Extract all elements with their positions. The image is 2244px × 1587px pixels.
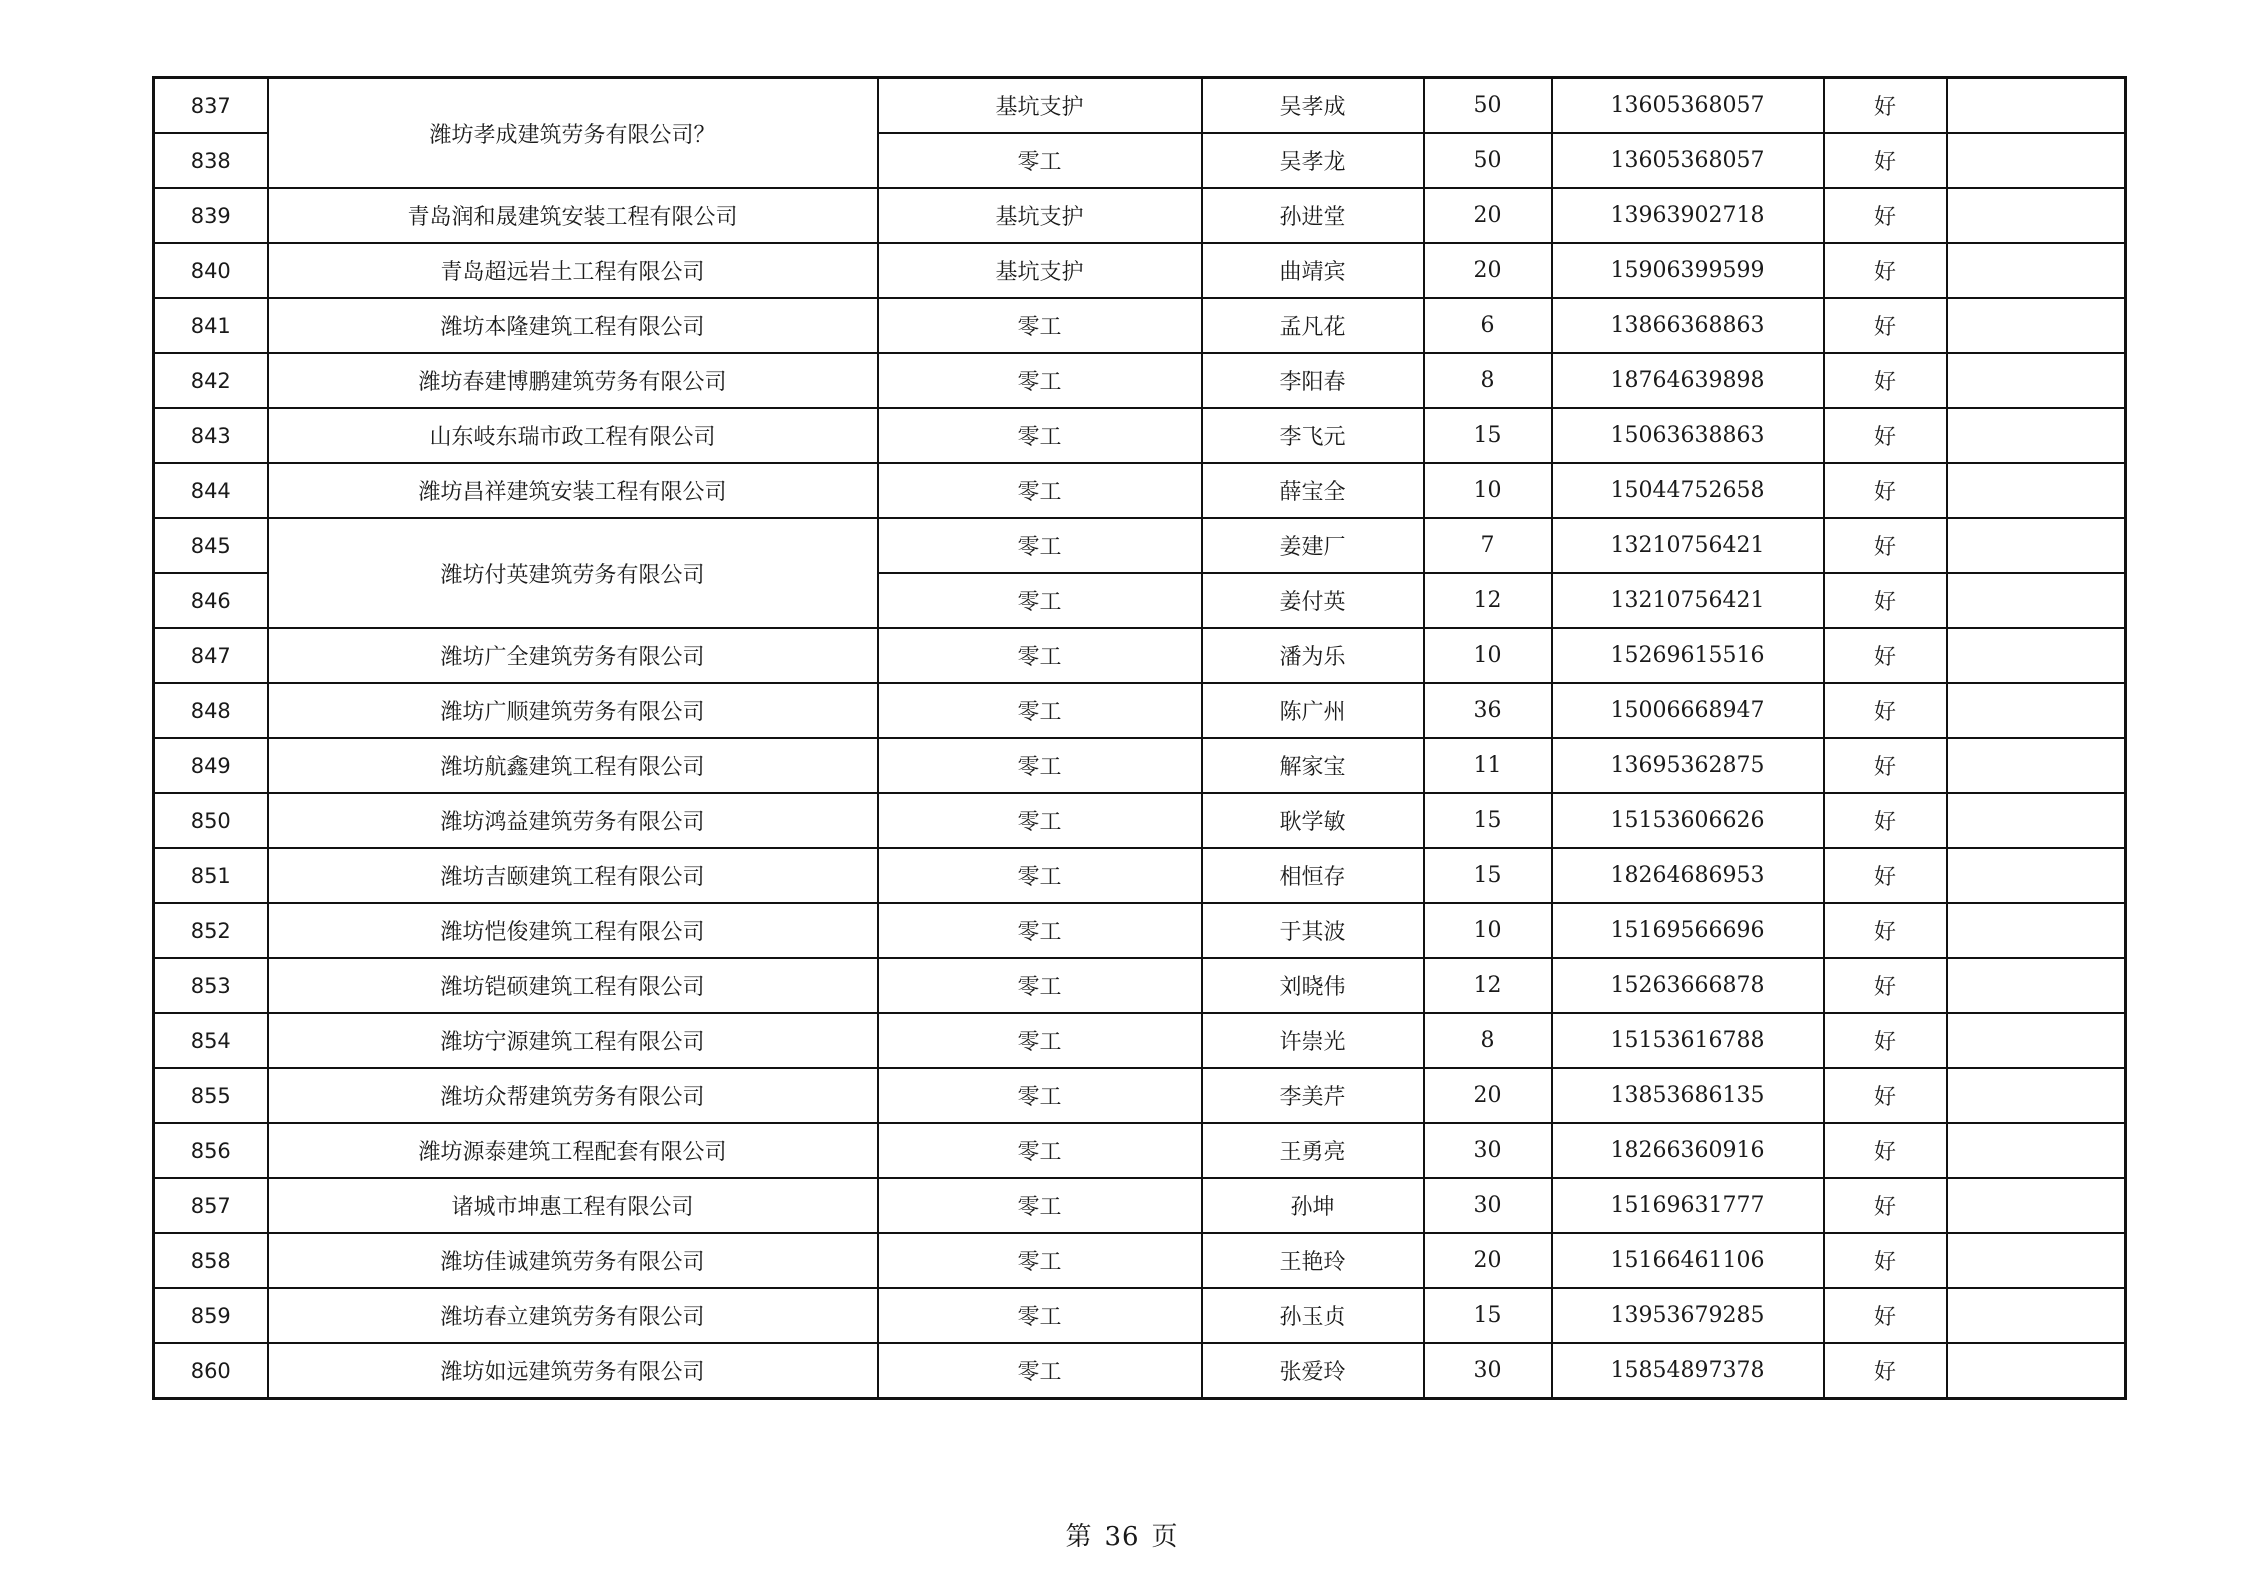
- remark-cell: [1947, 848, 2126, 903]
- row-number-cell: 849: [154, 738, 268, 793]
- table-row: [154, 463, 2126, 518]
- company-name-cell: 潍坊昌祥建筑安装工程有限公司: [268, 463, 878, 518]
- company-name-cell: 潍坊春建博鹏建筑劳务有限公司: [268, 353, 878, 408]
- work-type-cell: 零工: [878, 903, 1202, 958]
- worker-count-cell: 20: [1424, 243, 1552, 298]
- worker-count-cell: 12: [1424, 958, 1552, 1013]
- worker-count-cell: 6: [1424, 298, 1552, 353]
- row-number-cell: 851: [154, 848, 268, 903]
- company-name-cell: 潍坊春立建筑劳务有限公司: [268, 1288, 878, 1343]
- contact-person-cell: 孙玉贞: [1202, 1288, 1424, 1343]
- contact-person-cell: 潘为乐: [1202, 628, 1424, 683]
- row-number-cell: 838: [154, 133, 268, 188]
- phone-number-cell: 13210756421: [1552, 518, 1824, 573]
- table-row: [154, 1233, 2126, 1288]
- table-row: [154, 683, 2126, 738]
- work-type-cell: 零工: [878, 1233, 1202, 1288]
- rating-cell: 好: [1824, 1343, 1947, 1399]
- worker-count-cell: 15: [1424, 848, 1552, 903]
- remark-cell: [1947, 1068, 2126, 1123]
- contact-person-cell: 王艳玲: [1202, 1233, 1424, 1288]
- phone-number-cell: 15169566696: [1552, 903, 1824, 958]
- contact-person-cell: 吴孝龙: [1202, 133, 1424, 188]
- worker-count-cell: 15: [1424, 1288, 1552, 1343]
- remark-cell: [1947, 408, 2126, 463]
- company-name-cell: 潍坊源泰建筑工程配套有限公司: [268, 1123, 878, 1178]
- company-name-cell: 潍坊孝成建筑劳务有限公司？: [268, 78, 878, 189]
- rating-cell: 好: [1824, 188, 1947, 243]
- company-name-cell: 潍坊广全建筑劳务有限公司: [268, 628, 878, 683]
- work-type-cell: 零工: [878, 573, 1202, 628]
- company-name-cell: 诸城市坤惠工程有限公司: [268, 1178, 878, 1233]
- rating-cell: 好: [1824, 738, 1947, 793]
- company-name-cell: 潍坊恺俊建筑工程有限公司: [268, 903, 878, 958]
- worker-count-cell: 20: [1424, 188, 1552, 243]
- company-name-cell: 潍坊广顺建筑劳务有限公司: [268, 683, 878, 738]
- work-type-cell: 零工: [878, 793, 1202, 848]
- contact-person-cell: 耿学敏: [1202, 793, 1424, 848]
- phone-number-cell: 15006668947: [1552, 683, 1824, 738]
- remark-cell: [1947, 518, 2126, 573]
- rating-cell: 好: [1824, 408, 1947, 463]
- contact-person-cell: 曲靖宾: [1202, 243, 1424, 298]
- phone-number-cell: 18264686953: [1552, 848, 1824, 903]
- row-number-cell: 857: [154, 1178, 268, 1233]
- company-name-cell: 潍坊航鑫建筑工程有限公司: [268, 738, 878, 793]
- work-type-cell: 零工: [878, 298, 1202, 353]
- work-type-cell: 零工: [878, 1013, 1202, 1068]
- worker-count-cell: 15: [1424, 793, 1552, 848]
- rating-cell: 好: [1824, 78, 1947, 134]
- worker-count-cell: 10: [1424, 903, 1552, 958]
- table-row: [154, 1178, 2126, 1233]
- contact-person-cell: 刘晓伟: [1202, 958, 1424, 1013]
- phone-number-cell: 15906399599: [1552, 243, 1824, 298]
- remark-cell: [1947, 243, 2126, 298]
- row-number-cell: 855: [154, 1068, 268, 1123]
- table-row: [154, 1343, 2126, 1399]
- phone-number-cell: 13605368057: [1552, 133, 1824, 188]
- phone-number-cell: 15269615516: [1552, 628, 1824, 683]
- company-name-cell: 山东岐东瑞市政工程有限公司: [268, 408, 878, 463]
- rating-cell: 好: [1824, 573, 1947, 628]
- contact-person-cell: 解家宝: [1202, 738, 1424, 793]
- row-number-cell: 850: [154, 793, 268, 848]
- table-row: [154, 518, 2126, 573]
- work-type-cell: 零工: [878, 848, 1202, 903]
- worker-count-cell: 50: [1424, 133, 1552, 188]
- table-row: [154, 903, 2126, 958]
- phone-number-cell: 15169631777: [1552, 1178, 1824, 1233]
- rating-cell: 好: [1824, 353, 1947, 408]
- worker-count-cell: 15: [1424, 408, 1552, 463]
- rating-cell: 好: [1824, 1233, 1947, 1288]
- rating-cell: 好: [1824, 1013, 1947, 1068]
- contact-person-cell: 孙进堂: [1202, 188, 1424, 243]
- work-type-cell: 零工: [878, 1068, 1202, 1123]
- remark-cell: [1947, 1013, 2126, 1068]
- remark-cell: [1947, 463, 2126, 518]
- row-number-cell: 845: [154, 518, 268, 573]
- phone-number-cell: 13953679285: [1552, 1288, 1824, 1343]
- row-number-cell: 841: [154, 298, 268, 353]
- table-row: [154, 78, 2126, 134]
- row-number-cell: 854: [154, 1013, 268, 1068]
- rating-cell: 好: [1824, 133, 1947, 188]
- work-type-cell: 基坑支护: [878, 78, 1202, 134]
- phone-number-cell: 13853686135: [1552, 1068, 1824, 1123]
- table-row: [154, 353, 2126, 408]
- worker-count-cell: 8: [1424, 353, 1552, 408]
- company-name-cell: 潍坊付英建筑劳务有限公司: [268, 518, 878, 628]
- remark-cell: [1947, 133, 2126, 188]
- contact-person-cell: 相恒存: [1202, 848, 1424, 903]
- remark-cell: [1947, 353, 2126, 408]
- work-type-cell: 基坑支护: [878, 243, 1202, 298]
- row-number-cell: 858: [154, 1233, 268, 1288]
- rating-cell: 好: [1824, 683, 1947, 738]
- phone-number-cell: 13866368863: [1552, 298, 1824, 353]
- table-row: [154, 738, 2126, 793]
- rating-cell: 好: [1824, 628, 1947, 683]
- table-row: [154, 188, 2126, 243]
- row-number-cell: 846: [154, 573, 268, 628]
- work-type-cell: 零工: [878, 1178, 1202, 1233]
- rating-cell: 好: [1824, 1288, 1947, 1343]
- remark-cell: [1947, 793, 2126, 848]
- work-type-cell: 零工: [878, 738, 1202, 793]
- contact-person-cell: 薛宝全: [1202, 463, 1424, 518]
- row-number-cell: 844: [154, 463, 268, 518]
- table-row: [154, 793, 2126, 848]
- worker-count-cell: 30: [1424, 1123, 1552, 1178]
- rating-cell: 好: [1824, 1068, 1947, 1123]
- work-type-cell: 零工: [878, 628, 1202, 683]
- remark-cell: [1947, 628, 2126, 683]
- company-name-cell: 潍坊众帮建筑劳务有限公司: [268, 1068, 878, 1123]
- rating-cell: 好: [1824, 243, 1947, 298]
- table-row: [154, 1013, 2126, 1068]
- page-number: 36: [1104, 1522, 1140, 1552]
- rating-cell: 好: [1824, 958, 1947, 1013]
- table-row: [154, 1288, 2126, 1343]
- contractor-register-sheet: [152, 76, 2124, 1400]
- table-row: [154, 408, 2126, 463]
- page-prefix: 第: [1065, 1522, 1093, 1552]
- work-type-cell: 零工: [878, 353, 1202, 408]
- remark-cell: [1947, 78, 2126, 134]
- contact-person-cell: 李飞元: [1202, 408, 1424, 463]
- company-name-cell: 青岛超远岩土工程有限公司: [268, 243, 878, 298]
- work-type-cell: 零工: [878, 133, 1202, 188]
- worker-count-cell: 11: [1424, 738, 1552, 793]
- remark-cell: [1947, 1288, 2126, 1343]
- contact-person-cell: 孙坤: [1202, 1178, 1424, 1233]
- worker-count-cell: 50: [1424, 78, 1552, 134]
- row-number-cell: 856: [154, 1123, 268, 1178]
- contact-person-cell: 陈广州: [1202, 683, 1424, 738]
- phone-number-cell: 15263666878: [1552, 958, 1824, 1013]
- contact-person-cell: 李美芹: [1202, 1068, 1424, 1123]
- row-number-cell: 848: [154, 683, 268, 738]
- rating-cell: 好: [1824, 903, 1947, 958]
- worker-count-cell: 20: [1424, 1233, 1552, 1288]
- table-body: [154, 78, 2126, 1399]
- row-number-cell: 853: [154, 958, 268, 1013]
- rating-cell: 好: [1824, 1123, 1947, 1178]
- worker-count-cell: 10: [1424, 628, 1552, 683]
- phone-number-cell: 15044752658: [1552, 463, 1824, 518]
- table-row: [154, 848, 2126, 903]
- phone-number-cell: 15153616788: [1552, 1013, 1824, 1068]
- row-number-cell: 847: [154, 628, 268, 683]
- remark-cell: [1947, 298, 2126, 353]
- company-name-cell: 潍坊本隆建筑工程有限公司: [268, 298, 878, 353]
- contact-person-cell: 姜付英: [1202, 573, 1424, 628]
- row-number-cell: 839: [154, 188, 268, 243]
- worker-count-cell: 7: [1424, 518, 1552, 573]
- contact-person-cell: 许崇光: [1202, 1013, 1424, 1068]
- contact-person-cell: 李阳春: [1202, 353, 1424, 408]
- company-name-cell: 潍坊鸿益建筑劳务有限公司: [268, 793, 878, 848]
- table-row: [154, 1123, 2126, 1178]
- table-row: [154, 298, 2126, 353]
- remark-cell: [1947, 573, 2126, 628]
- table-row: [154, 958, 2126, 1013]
- table-row: [154, 1068, 2126, 1123]
- remark-cell: [1947, 1233, 2126, 1288]
- rating-cell: 好: [1824, 298, 1947, 353]
- row-number-cell: 859: [154, 1288, 268, 1343]
- worker-count-cell: 8: [1424, 1013, 1552, 1068]
- worker-count-cell: 20: [1424, 1068, 1552, 1123]
- contact-person-cell: 孟凡花: [1202, 298, 1424, 353]
- worker-count-cell: 30: [1424, 1178, 1552, 1233]
- work-type-cell: 零工: [878, 408, 1202, 463]
- contact-person-cell: 姜建厂: [1202, 518, 1424, 573]
- rating-cell: 好: [1824, 463, 1947, 518]
- table-row: [154, 628, 2126, 683]
- row-number-cell: 840: [154, 243, 268, 298]
- rating-cell: 好: [1824, 848, 1947, 903]
- worker-count-cell: 36: [1424, 683, 1552, 738]
- remark-cell: [1947, 738, 2126, 793]
- rating-cell: 好: [1824, 518, 1947, 573]
- work-type-cell: 零工: [878, 683, 1202, 738]
- phone-number-cell: 15063638863: [1552, 408, 1824, 463]
- worker-count-cell: 10: [1424, 463, 1552, 518]
- page-footer: [0, 1516, 2244, 1553]
- page-suffix: 页: [1151, 1522, 1179, 1552]
- work-type-cell: 零工: [878, 1343, 1202, 1399]
- phone-number-cell: 13695362875: [1552, 738, 1824, 793]
- worker-count-cell: 30: [1424, 1343, 1552, 1399]
- company-name-cell: 潍坊宁源建筑工程有限公司: [268, 1013, 878, 1068]
- company-name-cell: 青岛润和晟建筑安装工程有限公司: [268, 188, 878, 243]
- contact-person-cell: 张爱玲: [1202, 1343, 1424, 1399]
- phone-number-cell: 15166461106: [1552, 1233, 1824, 1288]
- phone-number-cell: 13210756421: [1552, 573, 1824, 628]
- company-name-cell: 潍坊铠硕建筑工程有限公司: [268, 958, 878, 1013]
- work-type-cell: 零工: [878, 463, 1202, 518]
- table-row: [154, 243, 2126, 298]
- remark-cell: [1947, 1123, 2126, 1178]
- rating-cell: 好: [1824, 1178, 1947, 1233]
- work-type-cell: 零工: [878, 958, 1202, 1013]
- phone-number-cell: 13605368057: [1552, 78, 1824, 134]
- row-number-cell: 860: [154, 1343, 268, 1399]
- row-number-cell: 843: [154, 408, 268, 463]
- phone-number-cell: 13963902718: [1552, 188, 1824, 243]
- work-type-cell: 零工: [878, 518, 1202, 573]
- phone-number-cell: 18764639898: [1552, 353, 1824, 408]
- company-name-cell: 潍坊如远建筑劳务有限公司: [268, 1343, 878, 1399]
- phone-number-cell: 18266360916: [1552, 1123, 1824, 1178]
- work-type-cell: 基坑支护: [878, 188, 1202, 243]
- worker-count-cell: 12: [1424, 573, 1552, 628]
- row-number-cell: 837: [154, 78, 268, 134]
- remark-cell: [1947, 683, 2126, 738]
- contact-person-cell: 吴孝成: [1202, 78, 1424, 134]
- company-name-cell: 潍坊吉颐建筑工程有限公司: [268, 848, 878, 903]
- contractor-table: [152, 76, 2127, 1400]
- remark-cell: [1947, 903, 2126, 958]
- row-number-cell: 842: [154, 353, 268, 408]
- company-name-cell: 潍坊佳诚建筑劳务有限公司: [268, 1233, 878, 1288]
- phone-number-cell: 15854897378: [1552, 1343, 1824, 1399]
- remark-cell: [1947, 1178, 2126, 1233]
- rating-cell: 好: [1824, 793, 1947, 848]
- work-type-cell: 零工: [878, 1123, 1202, 1178]
- remark-cell: [1947, 188, 2126, 243]
- row-number-cell: 852: [154, 903, 268, 958]
- phone-number-cell: 15153606626: [1552, 793, 1824, 848]
- work-type-cell: 零工: [878, 1288, 1202, 1343]
- remark-cell: [1947, 958, 2126, 1013]
- remark-cell: [1947, 1343, 2126, 1399]
- contact-person-cell: 王勇亮: [1202, 1123, 1424, 1178]
- contact-person-cell: 于其波: [1202, 903, 1424, 958]
